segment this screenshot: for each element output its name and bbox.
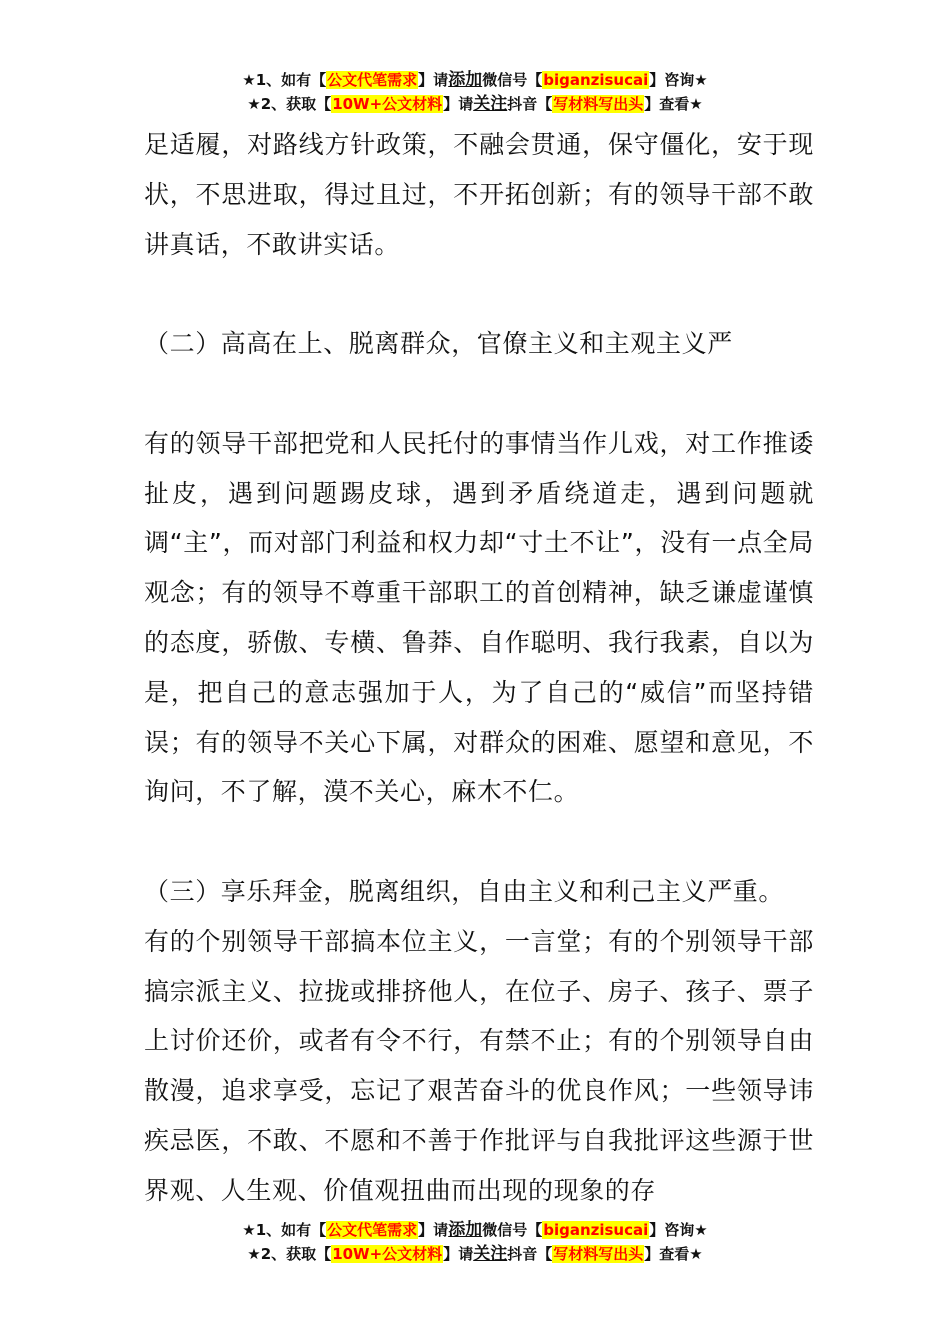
banner-text: 抖音【 bbox=[507, 1245, 553, 1263]
banner-text: 微信号【 bbox=[482, 1221, 543, 1239]
footer-banner bbox=[0, 1218, 950, 1266]
banner-text: 抖音【 bbox=[507, 95, 553, 113]
banner-text: ★2、获取【 bbox=[247, 1245, 332, 1263]
banner-text: 】咨询★ bbox=[649, 1221, 708, 1239]
banner-emphasis: 关注 bbox=[473, 1244, 508, 1264]
paragraph: 足适履，对路线方针政策，不融会贯通，保守僵化，安于现状，不思进取，得过且过，不开拓创新；有的领导干部不敢讲真话，不敢讲实话。 bbox=[144, 130, 814, 259]
paragraph: 有的个别领导干部搞本位主义，一言堂；有的个别领导干部搞宗派主义、拉拢或排挤他人，在位子、房子、孩子、票子上讨价还价，或者有令不行，有禁不止；有的个别领导自由散漫，追求享受，忘记了艰苦奋斗的优良作风；一些领导讳疾忌医，不敢、不愿和不善于作批评与自我批评这些源于世界观、人生观、价值观扭曲而出现的现象的存 bbox=[144, 926, 814, 1205]
wechat-id-highlight: biganzisucai bbox=[543, 71, 649, 89]
banner-text: 】请 bbox=[443, 1245, 474, 1263]
wechat-id-highlight: biganzisucai bbox=[543, 1221, 649, 1239]
section-heading: （三）享乐拜金，脱离组织，自由主义和利己主义严重。 bbox=[144, 876, 785, 906]
banner-emphasis: 添加 bbox=[448, 70, 483, 90]
header-banner bbox=[0, 68, 950, 116]
banner-highlight: 公文代笔需求 bbox=[327, 71, 418, 89]
banner-text: 】查看★ bbox=[644, 95, 703, 113]
banner-text: 】查看★ bbox=[644, 1245, 703, 1263]
paragraph: 有的领导干部把党和人民托付的事情当作儿戏，对工作推诿扯皮，遇到问题踢皮球，遇到矛盾绕道走，遇到问题就调“主”，而对部门利益和权力却“寸土不让”，没有一点全局观念；有的领导不尊重干部职工的首创精神，缺乏谦虚谨慎的态度，骄傲、专横、鲁莽、自作聪明、我行我素，自以为是，把自己的意志强加于人，为了自己的“威信”而坚持错误；有的领导不关心下属，对群众的困难、愿望和意见，不询问，不了解，漠不关心，麻木不仁。 bbox=[144, 428, 814, 807]
banner-line-2 bbox=[0, 92, 950, 116]
banner-highlight: 10W+公文材料 bbox=[332, 1245, 443, 1263]
banner-highlight: 10W+公文材料 bbox=[332, 95, 443, 113]
banner-emphasis: 关注 bbox=[473, 94, 508, 114]
banner-text: 】请 bbox=[418, 1221, 449, 1239]
banner-text: ★1、如有【 bbox=[242, 71, 327, 89]
douyin-highlight: 写材料写出头 bbox=[553, 1245, 644, 1263]
banner-line-1 bbox=[0, 68, 950, 92]
section-heading: （二）高高在上、脱离群众，官僚主义和主观主义严 bbox=[144, 329, 733, 359]
banner-text: 】请 bbox=[443, 95, 474, 113]
banner-text: ★1、如有【 bbox=[242, 1221, 327, 1239]
banner-text: ★2、获取【 bbox=[247, 95, 332, 113]
document-body bbox=[144, 120, 814, 1216]
douyin-highlight: 写材料写出头 bbox=[553, 95, 644, 113]
banner-line-2 bbox=[0, 1242, 950, 1266]
banner-highlight: 公文代笔需求 bbox=[327, 1221, 418, 1239]
banner-line-1 bbox=[0, 1218, 950, 1242]
banner-text: 】咨询★ bbox=[649, 71, 708, 89]
banner-emphasis: 添加 bbox=[448, 1220, 483, 1240]
banner-text: 】请 bbox=[418, 71, 449, 89]
banner-text: 微信号【 bbox=[482, 71, 543, 89]
